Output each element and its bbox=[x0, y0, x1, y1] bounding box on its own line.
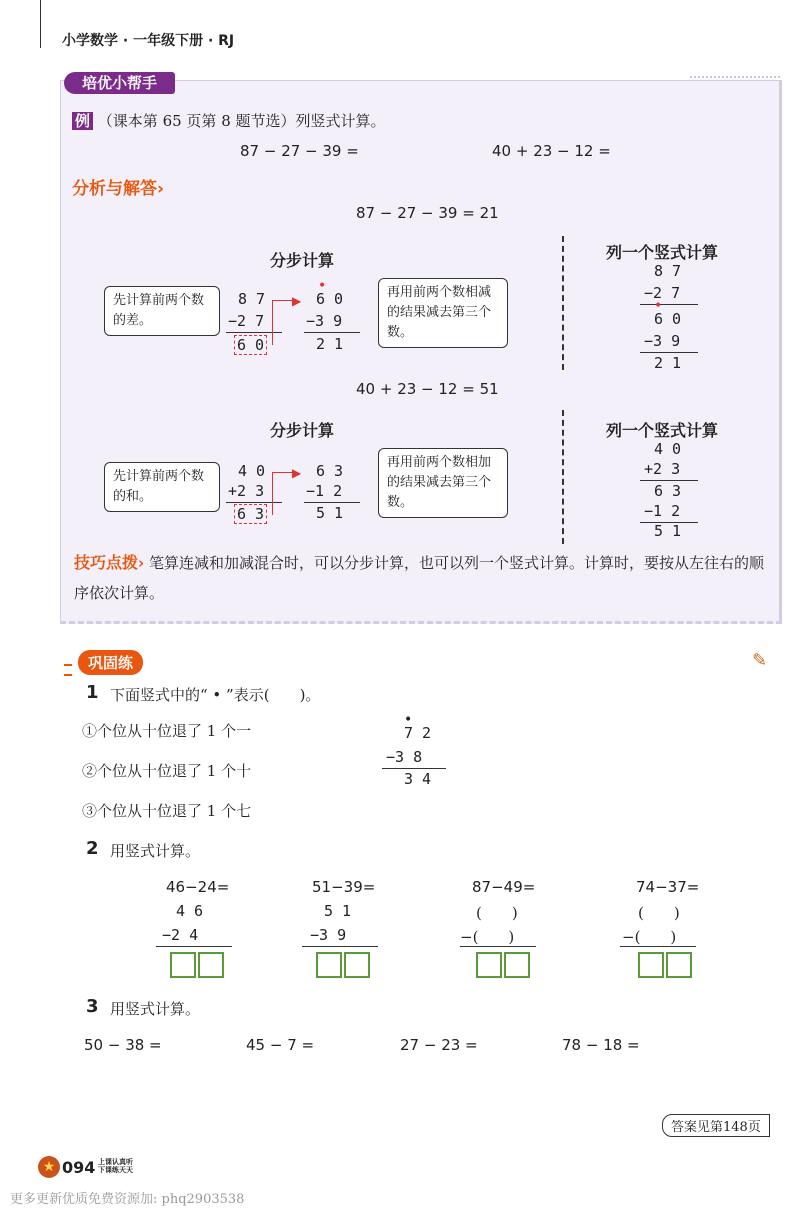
q3-expr-1: 50 − 38 = bbox=[84, 1036, 162, 1054]
single-title-2: 列一个竖式计算 bbox=[606, 421, 719, 440]
q2-1-answer-ones[interactable] bbox=[198, 952, 224, 978]
q2-4-r2[interactable]: −( ) bbox=[622, 928, 677, 946]
bubble-1a bbox=[104, 286, 220, 336]
bubble-1b-text: 再用前两个数相减的结果减去第三个数。 bbox=[387, 285, 492, 340]
q2-3-r2[interactable]: −( ) bbox=[460, 928, 515, 946]
q1-calc-r3: 3 4 bbox=[404, 770, 432, 788]
analysis-title bbox=[72, 174, 164, 199]
calc2-b: +2 3 bbox=[228, 482, 265, 500]
practice-tag: 巩固练 bbox=[78, 650, 143, 675]
q2-2-r1: 5 1 bbox=[324, 902, 352, 920]
helper-panel-tag bbox=[64, 72, 175, 94]
q3-expr-2: 45 − 7 = bbox=[246, 1036, 315, 1054]
example-expr-1: 87 − 27 − 39 = bbox=[240, 142, 359, 160]
bubble-2b bbox=[378, 448, 508, 518]
q2-1-answer-tens[interactable] bbox=[170, 952, 196, 978]
q2-4-answer-tens[interactable] bbox=[638, 952, 664, 978]
q1-calc-rule bbox=[382, 768, 446, 769]
q3-expr-3: 27 − 23 = bbox=[400, 1036, 478, 1054]
single1-r4: −3 9 bbox=[644, 332, 681, 350]
arrow-head-icon-1: ▶ bbox=[292, 294, 302, 308]
single2-r2: +2 3 bbox=[644, 460, 681, 478]
page-header-title: 小学数学 · 一年级下册 · RJ bbox=[62, 33, 235, 49]
single2-rule-1 bbox=[640, 480, 698, 481]
q1-number: 1 bbox=[86, 682, 99, 703]
tip-arrow-icon: › bbox=[138, 554, 145, 572]
bubble-1b bbox=[378, 278, 508, 348]
section-divider-2 bbox=[562, 410, 564, 544]
single1-rule-2 bbox=[640, 352, 698, 353]
q2-2-rule bbox=[302, 946, 378, 947]
q1-option-1: ①个位从十位退了 1 个一 bbox=[82, 722, 252, 740]
analysis-arrow-icon: › bbox=[157, 179, 165, 199]
single1-r1: 8 7 bbox=[654, 262, 682, 280]
result-2: 40 + 23 − 12 = 51 bbox=[356, 380, 499, 398]
mascot-icon: ★ bbox=[38, 1156, 60, 1178]
example-line bbox=[72, 110, 386, 131]
page-number: 094 bbox=[62, 1158, 96, 1177]
tip-title: 技巧点拨 bbox=[74, 553, 139, 572]
bubble-2b-text: 再用前两个数相加的结果减去第三个数。 bbox=[387, 455, 492, 510]
q2-text: 用竖式计算。 bbox=[110, 842, 201, 860]
calc1-f: 2 1 bbox=[316, 335, 344, 353]
pencil-icon: ✎ bbox=[752, 650, 768, 671]
single2-r1: 4 0 bbox=[654, 440, 682, 458]
example-expr-2: 40 + 23 − 12 = bbox=[492, 142, 611, 160]
q2-3-rule bbox=[460, 946, 536, 947]
answer-reference[interactable] bbox=[662, 1114, 770, 1137]
step-title-2: 分步计算 bbox=[270, 421, 335, 440]
slogan-line-1: 上课认真听 bbox=[98, 1158, 133, 1166]
calc1-e: −3 9 bbox=[306, 312, 343, 330]
single-title-1: 列一个竖式计算 bbox=[606, 243, 719, 262]
q3-expr-4: 78 − 18 = bbox=[562, 1036, 640, 1054]
q3-text: 用竖式计算。 bbox=[110, 1000, 201, 1018]
q1-text: 下面竖式中的“ • ”表示( )。 bbox=[110, 686, 321, 704]
calc2-rule-2 bbox=[304, 502, 360, 503]
q2-number: 2 bbox=[86, 838, 99, 859]
single2-r4: −1 2 bbox=[644, 502, 681, 520]
section-divider-1 bbox=[562, 236, 564, 370]
slogan-line-2: 下课练天天 bbox=[98, 1166, 133, 1174]
calc2-d: 6 3 bbox=[316, 462, 344, 480]
footer-note: 更多更新优质免费资源加: phq2903538 bbox=[10, 1192, 245, 1207]
q2-expr-2: 51−39= bbox=[312, 878, 376, 896]
tip-block bbox=[74, 548, 770, 608]
calc1-b: −2 7 bbox=[228, 312, 265, 330]
q2-2-answer-ones[interactable] bbox=[344, 952, 370, 978]
q2-expr-4: 74−37= bbox=[636, 878, 700, 896]
calc1-rule-2 bbox=[304, 332, 360, 333]
bubble-2a-text: 先计算前两个数的和。 bbox=[113, 469, 205, 504]
single2-r3: 6 3 bbox=[654, 482, 682, 500]
q2-4-answer-ones[interactable] bbox=[666, 952, 692, 978]
calc2-e: −1 2 bbox=[306, 482, 343, 500]
q2-4-r1[interactable]: ( ) bbox=[638, 904, 680, 922]
q2-1-r1: 4 6 bbox=[176, 902, 204, 920]
q1-calc-r1: 7 2 bbox=[404, 724, 432, 742]
q2-1-rule bbox=[156, 946, 232, 947]
single1-r2: −2 7 bbox=[644, 284, 681, 302]
single1-r3: 6 0 bbox=[654, 310, 682, 328]
single1-r5: 2 1 bbox=[654, 354, 682, 372]
q1-option-3: ③个位从十位退了 1 个七 bbox=[82, 802, 252, 820]
example-tag: 例 bbox=[72, 112, 93, 130]
bubble-2a bbox=[104, 462, 220, 512]
calc2-a: 4 0 bbox=[238, 462, 266, 480]
calc1-c: 6 0 bbox=[234, 335, 267, 355]
calc1-a: 8 7 bbox=[238, 290, 266, 308]
q2-1-r2: −2 4 bbox=[162, 926, 199, 944]
calc1-d: 6 0 bbox=[316, 290, 344, 308]
q3-number: 3 bbox=[86, 996, 99, 1017]
q1-option-2: ②个位从十位退了 1 个十 bbox=[82, 762, 252, 780]
single1-rule-1 bbox=[640, 304, 698, 305]
q2-2-r2: −3 9 bbox=[310, 926, 347, 944]
helper-panel-tag-text: 培优小帮手 bbox=[82, 74, 158, 92]
practice-bullet-icon bbox=[64, 664, 72, 676]
borrow-dot-1: • bbox=[318, 278, 327, 294]
tip-text: 笔算连减和加减混合时，可以分步计算，也可以列一个竖式计算。计算时，要按从左往右的顺序依次计算。 bbox=[74, 554, 764, 602]
slogan bbox=[98, 1158, 133, 1174]
q2-3-r1[interactable]: ( ) bbox=[476, 904, 518, 922]
arrow-head-icon-2: ▶ bbox=[292, 466, 302, 480]
q2-expr-3: 87−49= bbox=[472, 878, 536, 896]
header-rule bbox=[40, 0, 41, 48]
example-text: （课本第 65 页第 8 题节选）列竖式计算。 bbox=[97, 112, 386, 130]
calc2-f: 5 1 bbox=[316, 504, 344, 522]
q2-3-answer-ones[interactable] bbox=[504, 952, 530, 978]
calc2-c: 6 3 bbox=[234, 504, 267, 524]
q1-calc-r2: −3 8 bbox=[386, 748, 423, 766]
analysis-title-text: 分析与解答 bbox=[72, 179, 157, 199]
q2-4-rule bbox=[620, 946, 696, 947]
answer-reference-text: 答案见第148页 bbox=[671, 1120, 761, 1135]
borrow-dot-2: • bbox=[654, 298, 663, 314]
step-title-1: 分步计算 bbox=[270, 251, 335, 270]
bubble-1a-text: 先计算前两个数的差。 bbox=[113, 293, 205, 328]
q1-borrow-dot: • bbox=[404, 712, 413, 728]
single2-r5: 5 1 bbox=[654, 522, 682, 540]
decor-dots bbox=[690, 76, 780, 88]
q2-3-answer-tens[interactable] bbox=[476, 952, 502, 978]
result-1: 87 − 27 − 39 = 21 bbox=[356, 204, 499, 222]
q2-2-answer-tens[interactable] bbox=[316, 952, 342, 978]
q2-expr-1: 46−24= bbox=[166, 878, 230, 896]
